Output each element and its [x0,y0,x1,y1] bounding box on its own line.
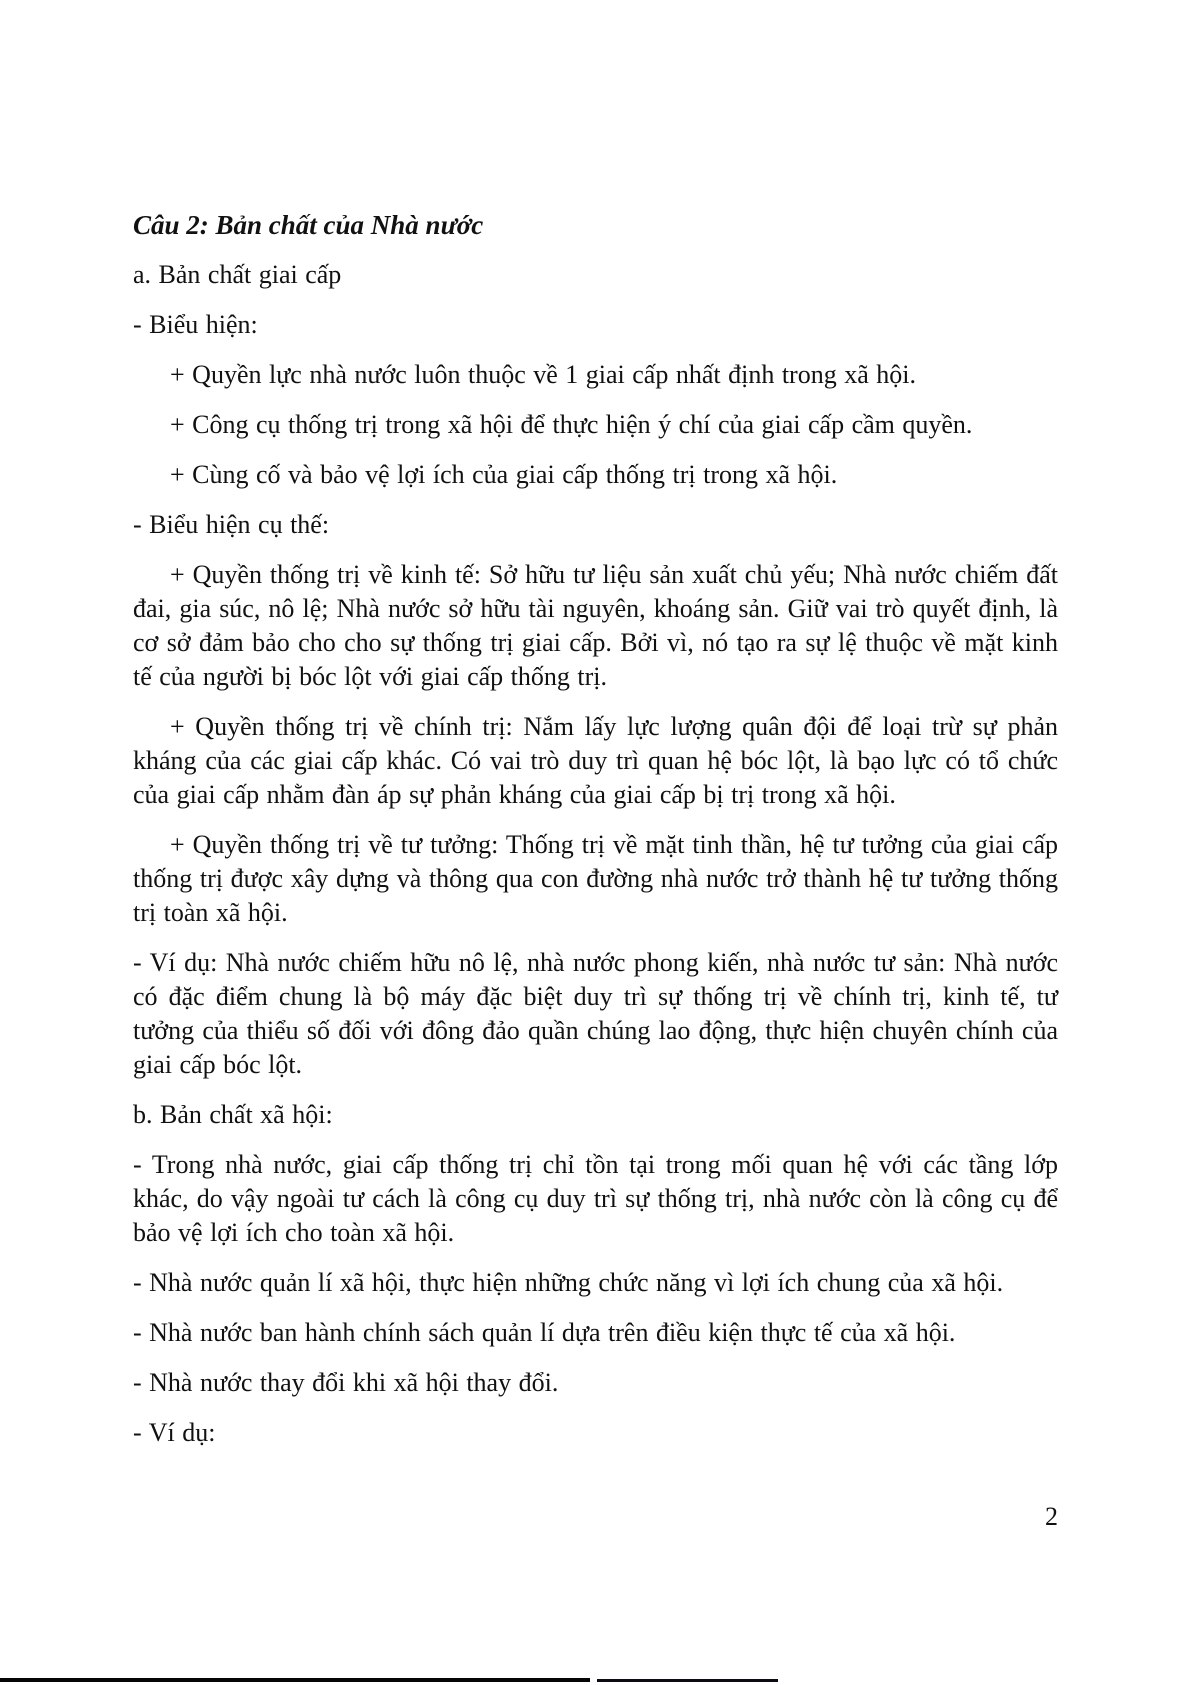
page-edge-bar-left [0,1678,590,1682]
subsection-heading-a: a. Bản chất giai cấp [133,260,342,289]
bullet-quyen-luc: + Quyền lực nhà nước luôn thuộc về 1 giai cấp nhất định trong xã hội. [170,360,916,389]
paragraph-kinh-te: + Quyền thống trị về kinh tế: Sở hữu tư liệu sản xuất chủ yếu; Nhà nước chiếm đất đai, gia súc, nô lệ; Nhà nước sở hữu tài nguyên, khoáng sản. Giữ vai trò quyết định, là cơ sở đảm bảo cho cho sự thống trị giai cấp. Bởi vì, nó tạo ra sự lệ thuộc về mặt kinh tế của người bị bóc lột với giai cấp thống trị. [133,560,1058,691]
document-title: Câu 2: Bản chất của Nhà nước [133,210,484,240]
paragraph-thay-doi: - Nhà nước thay đổi khi xã hội thay đổi. [133,1368,559,1397]
paragraph-quan-li-xa-hoi: - Nhà nước quản lí xã hội, thực hiện những chức năng vì lợi ích chung của xã hội. [133,1268,1004,1297]
label-vi-du: - Ví dụ: [133,1418,216,1447]
bullet-cong-cu: + Công cụ thống trị trong xã hội để thực hiện ý chí của giai cấp cầm quyền. [170,410,973,439]
paragraph-ban-hanh-chinh-sach: - Nhà nước ban hành chính sách quản lí dựa trên điều kiện thực tế của xã hội. [133,1318,956,1347]
paragraph-tu-tuong: + Quyền thống trị về tư tưởng: Thống trị về mặt tinh thần, hệ tư tưởng của giai cấp thống trị được xây dựng và thông qua con đường nhà nước trở thành hệ tư tưởng thống trị toàn xã hội. [133,830,1058,927]
subsection-heading-b: b. Bản chất xã hội: [133,1100,333,1129]
paragraph-vi-du-giai-cap: - Ví dụ: Nhà nước chiếm hữu nô lệ, nhà nước phong kiến, nhà nước tư sản: Nhà nước có đặc điểm chung là bộ máy đặc biệt duy trì sự thống trị về chính trị, kinh tế, tư tưởng của thiểu số đối với đông đảo quần chúng lao động, thực hiện chuyên chính của giai cấp bóc lột. [133,948,1058,1079]
page-edge-bar-right [597,1679,778,1682]
document-body [133,208,1058,1466]
paragraph-chinh-tri: + Quyền thống trị về chính trị: Nắm lấy lực lượng quân đội để loại trừ sự phản kháng của các giai cấp khác. Có vai trò duy trì quan hệ bóc lột, là bạo lực có tổ chức của giai cấp nhằm đàn áp sự phản kháng của giai cấp bị trị trong xã hội. [133,712,1058,809]
paragraph-trong-nha-nuoc: - Trong nhà nước, giai cấp thống trị chỉ tồn tại trong mối quan hệ với các tầng lớp khác, do vậy ngoài tư cách là công cụ duy trì sự thống trị, nhà nước còn là công cụ để bảo vệ lợi ích cho toàn xã hội. [133,1150,1058,1247]
page-number: 2 [1045,1502,1058,1531]
label-bieu-hien: - Biểu hiện: [133,310,258,339]
label-bieu-hien-cu-the: - Biểu hiện cụ thế: [133,510,330,539]
bullet-cung-co: + Cùng cố và bảo vệ lợi ích của giai cấp thống trị trong xã hội. [170,460,838,489]
